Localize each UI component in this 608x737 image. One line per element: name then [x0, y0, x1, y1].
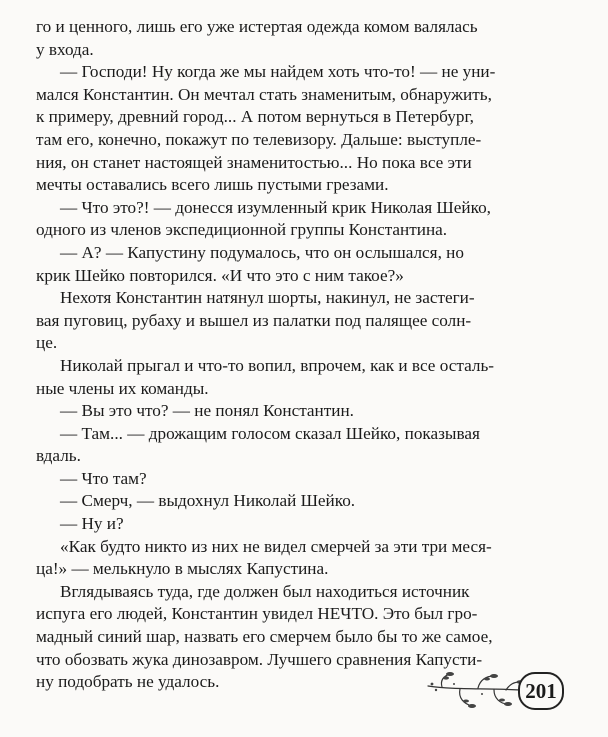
text-line: ну подобрать не удалось. [36, 672, 220, 692]
text-line: — Там... — дрожащим голосом сказал Шейко, показывая [60, 423, 480, 443]
text-line: что обозвать жука динозавром. Лучшего сравнения Капусти- [36, 649, 483, 669]
text-line: «Как будто никто из них не видел смерчей за эти три меся- [60, 536, 492, 556]
text-line: к примеру, древний город... А потом вернуться в Петербург, [36, 107, 474, 127]
page-footer [424, 668, 564, 714]
text-line: — Ну и? [60, 514, 124, 534]
text-line: одного из членов экспедиционной группы Константина. [36, 220, 448, 240]
text-line: мался Константин. Он мечтал стать знаменитым, обнаружить, [36, 84, 492, 104]
text-line: мадный синий шар, назвать его смерчем было бы то же самое, [36, 627, 493, 647]
text-line: вая пуговиц, рубаху и вышел из палатки под палящее солн- [36, 310, 472, 330]
text-line: — Господи! Ну когда же мы найдем хоть что-то! — не уни- [60, 62, 496, 82]
text-line: ца!» — мелькнуло в мыслях Капустина. [36, 559, 329, 579]
text-line: ные члены их команды. [36, 378, 209, 398]
text-line: крик Шейко повторился. «И что это с ним такое?» [36, 265, 404, 285]
text-line: — Что это?! — донесся изумленный крик Николая Шейко, [60, 197, 491, 217]
text-line: мечты оставались всего лишь пустыми грезами. [36, 175, 389, 195]
text-line: у входа. [36, 39, 94, 59]
text-line: ния, он станет настоящей знаменитостью... Но пока все эти [36, 152, 472, 172]
text-line: це. [36, 333, 58, 353]
text-line: там его, конечно, покажут по телевизору. Дальше: выступле- [36, 129, 482, 149]
text-line: го и ценного, лишь его уже истертая одежда комом валялась [36, 17, 478, 36]
text-line: — Что там? [60, 468, 147, 488]
text-line: Николай прыгал и что-то вопил, впрочем, как и все осталь- [60, 355, 495, 375]
text-line: Нехотя Константин натянул шорты, накинул, не застеги- [60, 288, 475, 308]
text-line: — Вы это что? — не понял Константин. [60, 401, 354, 421]
text-line: — А? — Капустину подумалось, что он ослышался, но [60, 242, 464, 262]
text-line: Вглядываясь туда, где должен был находиться источник [60, 581, 470, 601]
text-line: — Смерч, — выдохнул Николай Шейко. [60, 491, 356, 511]
body-text [36, 16, 572, 694]
text-line: вдаль. [36, 446, 81, 466]
text-line: испуга его людей, Константин увидел НЕЧТО. Это был гро- [36, 604, 478, 624]
page-number: 201 [518, 672, 564, 710]
